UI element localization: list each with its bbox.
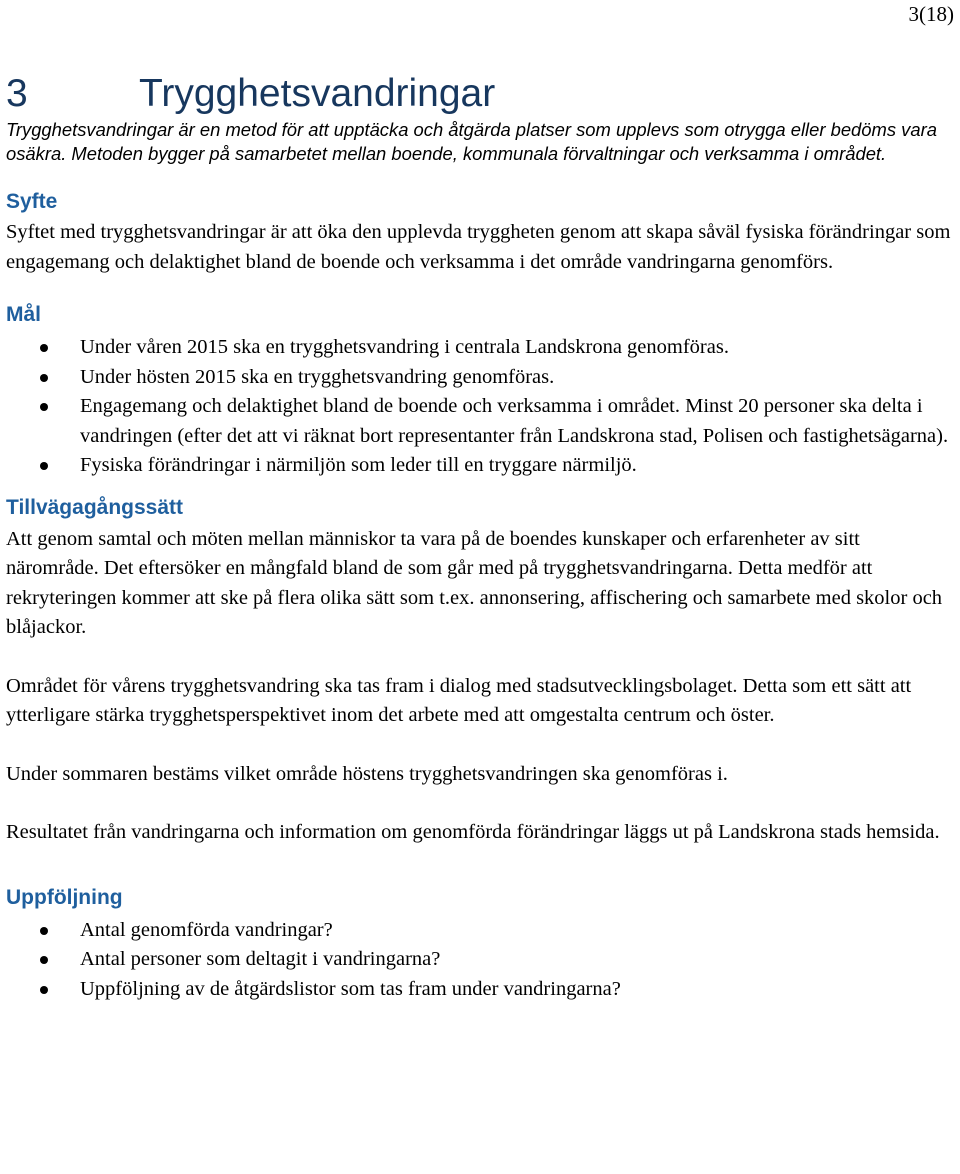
heading-tillvagagangssatt: Tillvägagångssätt xyxy=(6,495,184,519)
syfte-text: Syftet med trygghetsvandringar är att öka den upplevda tryggheten genom att skapa såväl fysiska förändringar som engagemang och delaktighet bland de boende och verksamma i det område vandringarna genomförs. xyxy=(6,221,951,273)
bullet-icon xyxy=(40,374,48,382)
chapter-title xyxy=(6,70,956,118)
uppfoljning-list xyxy=(6,916,956,1005)
bullet-icon xyxy=(40,927,48,935)
heading-syfte: Syfte xyxy=(6,190,58,213)
bullet-icon xyxy=(40,462,48,470)
tillvagagangssatt-paragraph-2: Området för vårens trygghetsvandring ska tas fram i dialog med stadsutvecklingsbolaget. Detta som ett sätt att ytterligare stärka trygghetsperspektivet inom det arbete med att omgestalta centrum och öster. xyxy=(6,674,912,726)
page-number: 3(18) xyxy=(908,2,954,26)
chapter-title-text: Trygghetsvandringar xyxy=(139,72,496,115)
list-item: Fysiska förändringar i närmiljön som leder till en tryggare närmiljö. xyxy=(80,451,956,481)
tillvagagangssatt-paragraph-4: Resultatet från vandringarna och information om genomförda förändringar läggs ut på Landskrona stads hemsida. xyxy=(6,821,940,843)
bullet-icon xyxy=(40,956,48,964)
bullet-icon xyxy=(40,403,48,411)
list-item: Antal genomförda vandringar? xyxy=(80,916,956,946)
tillvagagangssatt-paragraph-1: Att genom samtal och möten mellan människor ta vara på de boendes kunskaper och erfarenheter av sitt närområde. Det eftersöker en mångfald bland de som går med på trygghetsvandringarna. Detta medför att rekryteringen kommer att ske på flera olika sätt som t.ex. annonsering, affischering och samarbete med skolor och blåjackor. xyxy=(6,527,943,638)
intro-text: Trygghetsvandringar är en metod för att upptäcka och åtgärda platser som upplevs som otrygga eller bedöms vara osäkra. Metoden bygger på samarbetet mellan boende, kommunala förvaltningar och verksamma i området. xyxy=(6,119,937,164)
list-item: Under hösten 2015 ska en trygghetsvandring genomföras. xyxy=(80,363,956,393)
mal-list xyxy=(6,333,956,481)
document-body xyxy=(6,70,956,1004)
chapter-number: 3 xyxy=(6,72,28,115)
bullet-icon xyxy=(40,986,48,994)
heading-mal: Mål xyxy=(6,303,42,326)
list-item: Uppföljning av de åtgärdslistor som tas fram under vandringarna? xyxy=(80,975,956,1005)
list-item: Under våren 2015 ska en trygghetsvandring i centrala Landskrona genomföras. xyxy=(80,333,956,363)
list-item: Antal personer som deltagit i vandringarna? xyxy=(80,945,956,975)
heading-uppfoljning: Uppföljning xyxy=(6,885,123,909)
bullet-icon xyxy=(40,344,48,352)
tillvagagangssatt-paragraph-3: Under sommaren bestäms vilket område höstens trygghetsvandringen ska genomföras i. xyxy=(6,762,728,785)
list-item: Engagemang och delaktighet bland de boende och verksamma i området. Minst 20 personer ska delta i vandringen (efter det att vi räknat bort representanter från Landskrona stad, Polisen och fastighetsägarna). xyxy=(80,392,956,451)
